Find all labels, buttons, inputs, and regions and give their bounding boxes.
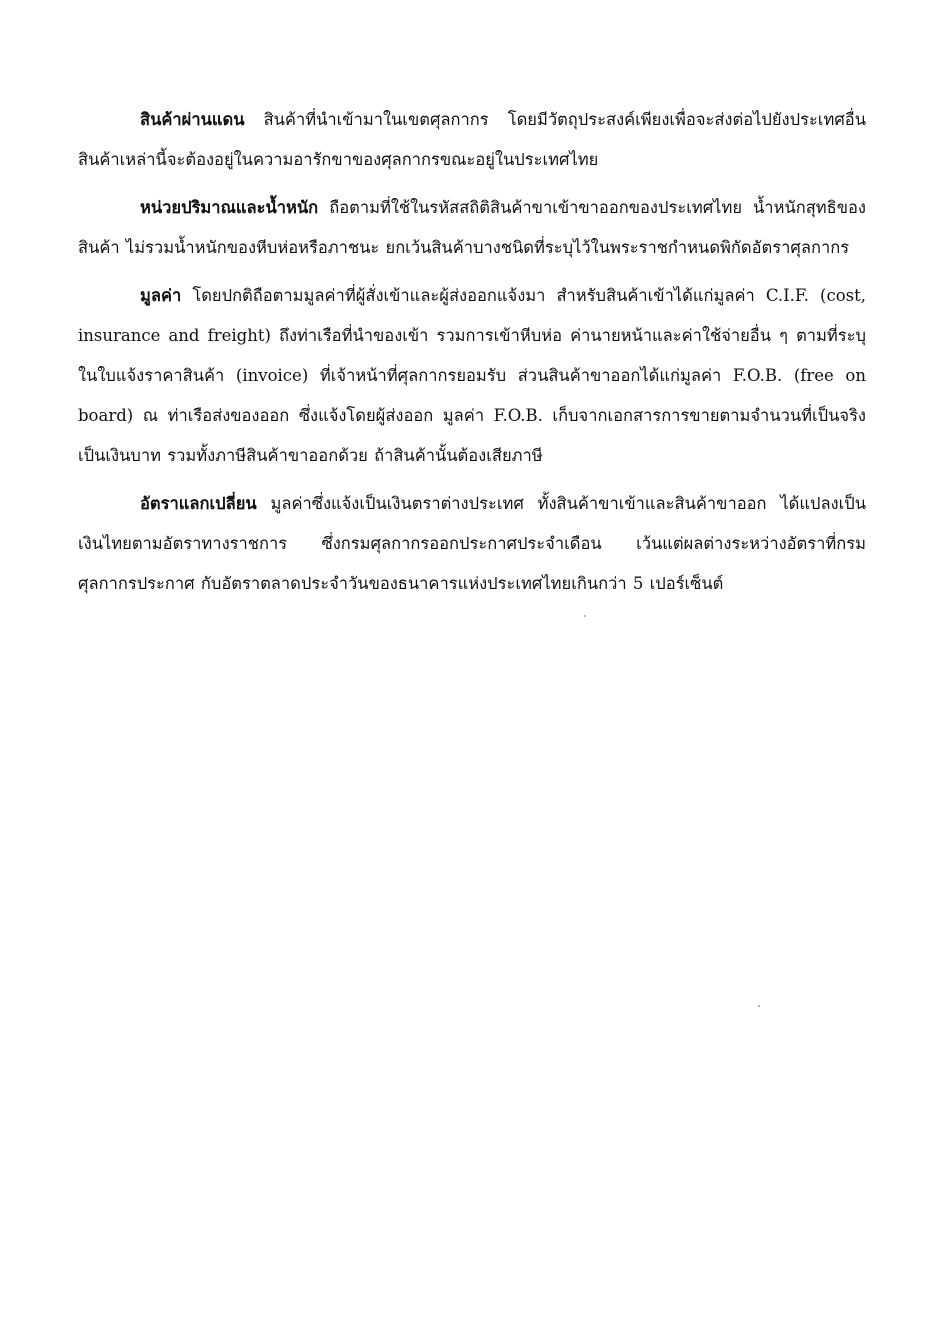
scan-speck: [758, 1005, 760, 1007]
term-transit-goods: สินค้าผ่านแดน: [140, 110, 245, 129]
term-units-weight: หน่วยปริมาณและน้ำหนัก: [140, 198, 319, 217]
definition-exchange-rate: มูลค่าซึ่งแจ้งเป็นเงินตราต่างประเทศ ทั้งสินค้าขาเข้าและสินค้าขาออก ได้แปลงเป็นเงินไทยตามอัตราทางราชการ ซึ่งกรมศุลกากรออกประกาศประจำเดือน เว้นแต่ผลต่างระหว่างอัตราที่กรมศุลกากรประกาศ กับอัตราตลาดประจำวันของธนาคารแห่งประเทศไทยเกินกว่า 5 เปอร์เซ็นต์: [78, 494, 866, 593]
definition-paragraph-transit-goods: [78, 100, 866, 180]
term-exchange-rate: อัตราแลกเปลี่ยน: [140, 494, 257, 513]
term-value: มูลค่า: [140, 286, 182, 305]
definition-units-weight: ถือตามที่ใช้ในรหัสสถิติสินค้าขาเข้าขาออกของประเทศไทย น้ำหนักสุทธิของสินค้า ไม่รวมน้ำหนักของหีบห่อหรือภาชนะ ยกเว้นสินค้าบางชนิดที่ระบุไว้ในพระราชกำหนดพิกัดอัตราศุลกากร: [78, 198, 866, 257]
definition-value: โดยปกติถือตามมูลค่าที่ผู้สั่งเข้าและผู้ส่งออกแจ้งมา สำหรับสินค้าเข้าได้แก่มูลค่า C.I.F. (cost, insurance and freight) ถึงท่าเรือที่นำของเข้า รวมการเข้าหีบห่อ ค่านายหน้าและค่าใช้จ่ายอื่น ๆ ตามที่ระบุในใบแจ้งราคาสินค้า (invoice) ที่เจ้าหน้าที่ศุลกากรยอมรับ ส่วนสินค้าขาออกได้แก่มูลค่า F.O.B. (free on board) ณ ท่าเรือส่งของออก ซึ่งแจ้งโดยผู้ส่งออก มูลค่า F.O.B. เก็บจากเอกสารการขายตามจำนวนที่เป็นจริงเป็นเงินบาท รวมทั้งภาษีสินค้าขาออกด้วย ถ้าสินค้านั้นต้องเสียภาษี: [78, 286, 866, 465]
definition-paragraph-value: [78, 276, 866, 476]
definition-transit-goods: สินค้าที่นำเข้ามาในเขตศุลกากร โดยมีวัตถุประสงค์เพียงเพื่อจะส่งต่อไปยังประเทศอื่น สินค้าเหล่านี้จะต้องอยู่ในความอารักขาของศุลกากรขณะอยู่ในประเทศไทย: [78, 110, 866, 169]
scan-speck: [584, 615, 586, 617]
definition-paragraph-exchange-rate: [78, 484, 866, 604]
definition-paragraph-units-weight: [78, 188, 866, 268]
definitions-section: [78, 100, 866, 610]
